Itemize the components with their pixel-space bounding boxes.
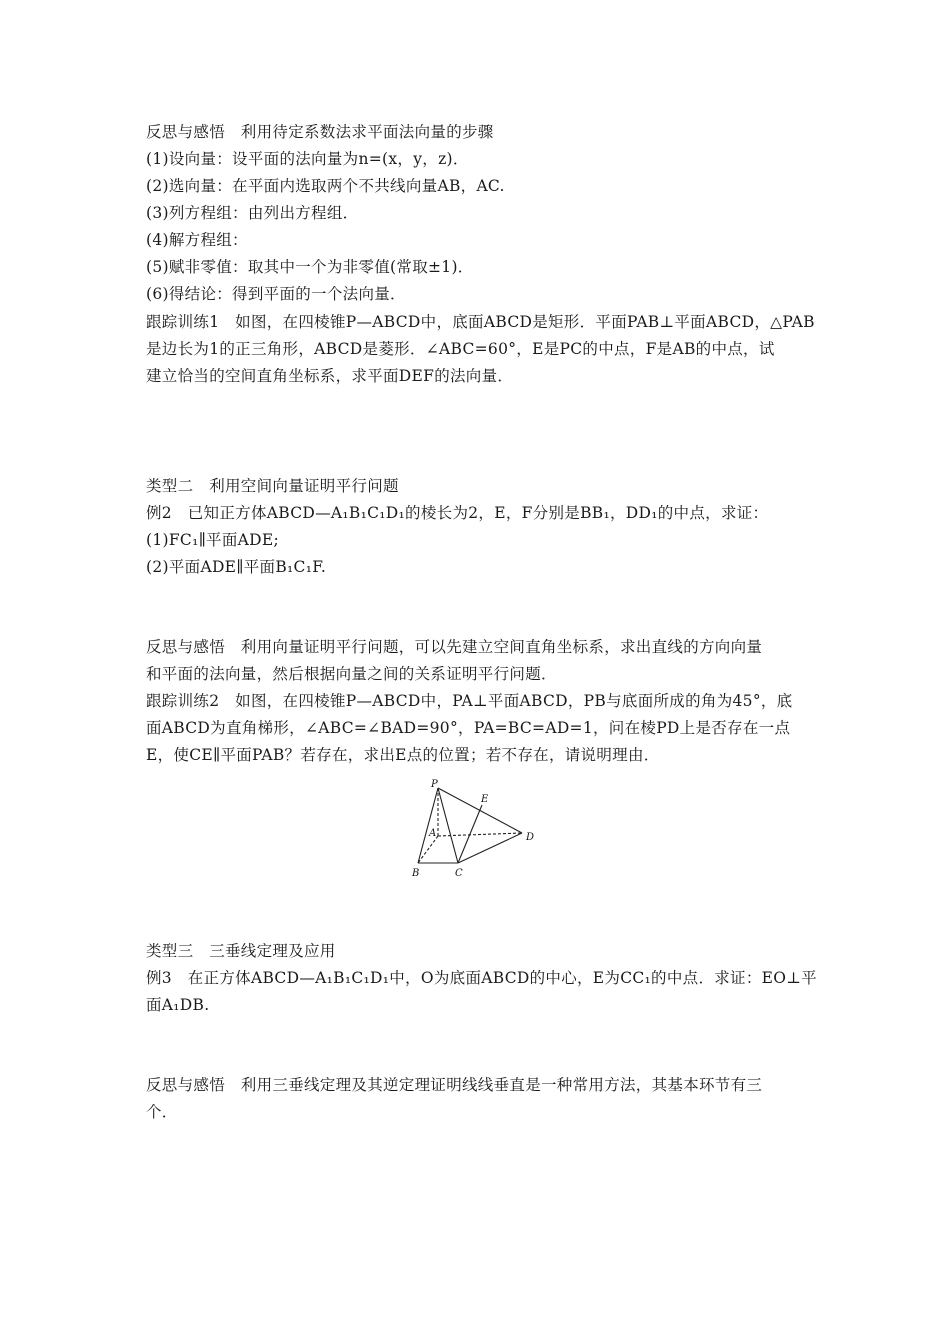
label-d: D <box>526 832 535 843</box>
example-2-line-1: 例2 已知正方体ABCD—A₁B₁C₁D₁的棱长为2，E，F分别是BB₁，DD₁的中点，求证： <box>146 504 769 522</box>
pyramid-figure <box>410 776 545 881</box>
label-a: A <box>429 828 437 839</box>
label-c: C <box>455 868 463 879</box>
label-b: B <box>412 868 420 879</box>
edge-ab <box>418 836 438 863</box>
reflection-heading-1: 反思与感悟 利用待定系数法求平面法向量的步骤 <box>146 123 494 141</box>
reflection-2-line-1: 反思与感悟 利用向量证明平行问题，可以先建立空间直角坐标系，求出直线的方向向量 <box>146 638 763 656</box>
label-p: P <box>431 779 438 790</box>
pyramid-diagram <box>410 776 545 881</box>
practice-2-line-2: 面ABCD为直角梯形，∠ABC=∠BAD=90°，PA=BC=AD=1，问在棱PD上是否存在一点 <box>146 719 791 737</box>
practice-1-line-1: 跟踪训练1 如图，在四棱锥P—ABCD中，底面ABCD是矩形．平面PAB⊥平面ABCD，△PAB <box>146 313 815 331</box>
step-5: (5)赋非零值：取其中一个为非零值(常取±1)． <box>146 258 474 276</box>
example-3-line-2: 面A₁DB. <box>146 996 210 1014</box>
step-4: (4)解方程组： <box>146 231 248 249</box>
practice-1-line-3: 建立恰当的空间直角坐标系，求平面DEF的法向量． <box>146 367 514 385</box>
edge-cd <box>458 833 522 863</box>
type-2-title: 类型二 利用空间向量证明平行问题 <box>146 477 399 495</box>
step-6: (6)得结论：得到平面的一个法向量． <box>146 285 406 303</box>
reflection-2-line-2: 和平面的法向量，然后根据向量之间的关系证明平行问题． <box>146 665 557 683</box>
practice-2-line-1: 跟踪训练2 如图，在四棱锥P—ABCD中，PA⊥平面ABCD，PB与底面所成的角为45°，底 <box>146 692 793 710</box>
step-1: (1)设向量：设平面的法向量为n=(x，y，z)． <box>146 150 469 168</box>
edge-pb <box>418 788 438 863</box>
step-2: (2)选向量：在平面内选取两个不共线向量AB，AC. <box>146 177 505 195</box>
type-3-title: 类型三 三垂线定理及应用 <box>146 942 336 960</box>
segment-ce <box>458 805 482 863</box>
label-e: E <box>481 794 489 805</box>
example-2-line-2: (1)FC₁∥平面ADE; <box>146 531 280 549</box>
step-3: (3)列方程组：由列出方程组． <box>146 204 359 222</box>
reflection-3-line-2: 个． <box>146 1103 178 1121</box>
practice-2-line-3: E，使CE∥平面PAB？若存在，求出E点的位置；若不存在，请说明理由． <box>146 746 660 764</box>
example-3-line-1: 例3 在正方体ABCD—A₁B₁C₁D₁中，O为底面ABCD的中心，E为CC₁的中点．求证：EO⊥平 <box>146 969 817 987</box>
example-2-line-3: (2)平面ADE∥平面B₁C₁F. <box>146 558 327 576</box>
edge-pc <box>438 788 458 863</box>
reflection-3-line-1: 反思与感悟 利用三垂线定理及其逆定理证明线线垂直是一种常用方法，其基本环节有三 <box>146 1076 763 1094</box>
practice-1-line-2: 是边长为1的正三角形，ABCD是菱形．∠ABC=60°，E是PC的中点，F是AB的中点，试 <box>146 340 775 358</box>
